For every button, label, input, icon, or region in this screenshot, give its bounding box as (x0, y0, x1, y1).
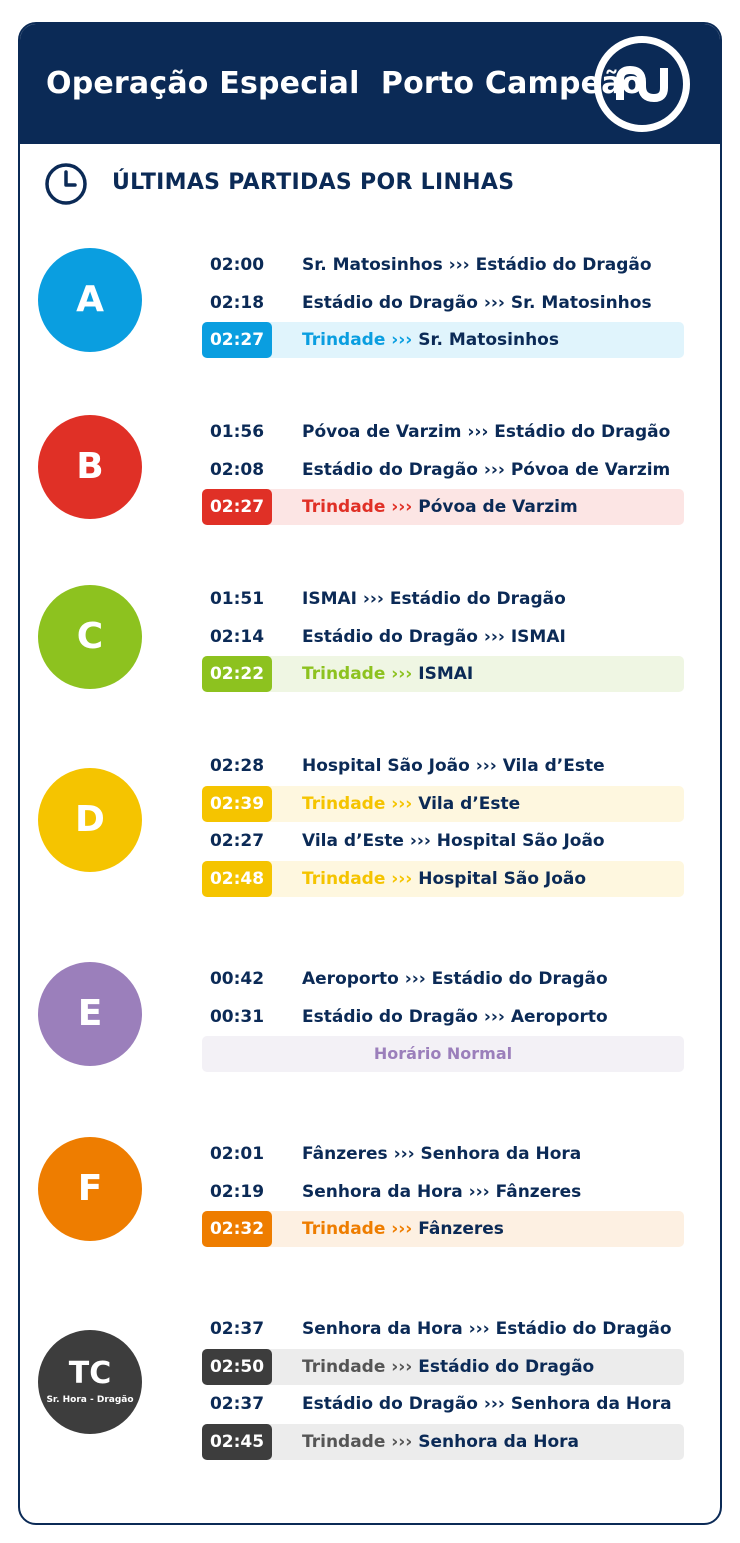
route-destination: Vila d’Este (502, 756, 605, 776)
departure-time: 02:27 (209, 831, 265, 851)
departure-row (202, 414, 684, 450)
departure-time: 02:19 (209, 1181, 265, 1202)
route-origin: Aeroporto ››› (302, 969, 432, 989)
schedule-note-text: Horário Normal (373, 1044, 513, 1063)
departure-row (202, 247, 684, 283)
route-origin: Trindade ››› (302, 1356, 419, 1377)
route-destination: Senhora da Hora (510, 1394, 672, 1414)
departure-row (202, 961, 684, 997)
route-text (302, 581, 566, 617)
route-destination: ISMAI (418, 664, 474, 684)
departure-time: 02:27 (202, 489, 272, 525)
route-destination: Estádio do Dragão (475, 255, 652, 275)
route-text (302, 322, 559, 358)
departure-row (202, 452, 684, 488)
departure-row (202, 1424, 684, 1460)
departure-row (202, 489, 684, 525)
route-origin: Senhora da Hora ››› (302, 1181, 496, 1202)
route-text (302, 619, 566, 655)
departure-row (202, 823, 684, 859)
route-destination: Aeroporto (510, 1006, 608, 1027)
route-text (302, 247, 652, 283)
route-text (302, 1136, 581, 1172)
departure-time: 00:42 (209, 969, 265, 989)
departure-row (202, 619, 684, 655)
route-destination: Estádio do Dragão (495, 1319, 672, 1339)
route-destination: Sr. Matosinhos (418, 330, 559, 350)
route-destination: Hospital São João (436, 831, 605, 851)
line-badge-c (38, 585, 142, 689)
departure-time: 02:18 (209, 292, 265, 313)
departure-time: 02:22 (202, 656, 272, 692)
route-text (302, 1349, 594, 1385)
route-origin: Senhora da Hora ››› (302, 1319, 496, 1339)
route-destination: Hospital São João (418, 868, 587, 889)
route-destination: Póvoa de Varzim (418, 497, 578, 517)
route-destination: Senhora da Hora (418, 1431, 580, 1452)
departure-time: 02:50 (202, 1349, 272, 1385)
departure-row (202, 581, 684, 617)
route-origin: Póvoa de Varzim ››› (302, 422, 495, 442)
departure-time: 02:08 (209, 459, 265, 480)
route-origin: Trindade ››› (302, 793, 419, 814)
route-origin: Estádio do Dragão ››› (302, 626, 511, 647)
departure-row (202, 1311, 684, 1347)
departure-time: 02:00 (209, 255, 265, 275)
route-destination: Vila d’Este (418, 793, 521, 814)
departure-time: 00:31 (209, 1006, 265, 1027)
route-origin: Estádio do Dragão ››› (302, 1394, 511, 1414)
line-badge-f (38, 1137, 142, 1241)
line-badge-label: E (77, 993, 103, 1034)
route-destination: Fânzeres (418, 1219, 504, 1239)
route-origin: Hospital São João ››› (302, 756, 503, 776)
departure-time: 02:32 (202, 1211, 272, 1247)
departure-row (202, 1174, 684, 1210)
route-text (302, 748, 605, 784)
route-text (302, 823, 605, 859)
departure-time: 02:01 (209, 1144, 265, 1164)
route-text (302, 961, 608, 997)
section-heading (44, 162, 684, 206)
header (20, 24, 720, 144)
route-origin: Estádio do Dragão ››› (302, 292, 511, 313)
route-text (302, 1424, 579, 1460)
route-destination: Póvoa de Varzim (510, 459, 671, 480)
departure-time: 02:37 (209, 1319, 265, 1339)
metro-logo-icon (594, 36, 690, 132)
departure-row (202, 999, 684, 1035)
route-origin: Estádio do Dragão ››› (302, 459, 511, 480)
departure-row (202, 1386, 684, 1422)
route-text (302, 285, 652, 321)
clock-icon (44, 162, 88, 206)
departure-time: 02:45 (202, 1424, 272, 1460)
departure-time: 01:56 (209, 422, 265, 442)
line-badge-sublabel: Sr. Hora - Dragão (46, 1395, 134, 1405)
route-origin: Trindade ››› (302, 1431, 419, 1452)
route-text (302, 1174, 581, 1210)
departure-time: 02:28 (209, 756, 265, 776)
line-badge-d (38, 768, 142, 872)
schedule-card (18, 22, 722, 1525)
departure-row (202, 1136, 684, 1172)
departure-time: 01:51 (209, 589, 265, 609)
route-origin: Sr. Matosinhos ››› (302, 255, 476, 275)
route-origin: Trindade ››› (302, 330, 419, 350)
route-text (302, 656, 473, 692)
line-badge-label: C (76, 616, 104, 657)
route-text (302, 1311, 672, 1347)
route-origin: Estádio do Dragão ››› (302, 1006, 511, 1027)
departure-row (202, 1349, 684, 1385)
route-destination: Estádio do Dragão (494, 422, 671, 442)
route-destination: Sr. Matosinhos (510, 292, 652, 313)
line-badge-b (38, 415, 142, 519)
route-origin: Trindade ››› (302, 497, 419, 517)
departure-time: 02:14 (209, 626, 265, 647)
route-destination: Estádio do Dragão (431, 969, 608, 989)
route-destination: Senhora da Hora (420, 1144, 582, 1164)
route-destination: ISMAI (510, 626, 566, 647)
route-destination: Fânzeres (495, 1181, 582, 1202)
route-text (302, 786, 520, 822)
departure-row (202, 656, 684, 692)
route-destination: Estádio do Dragão (418, 1356, 595, 1377)
line-badge-e (38, 962, 142, 1066)
schedule-note (202, 1036, 684, 1072)
line-badge-label: F (77, 1168, 103, 1209)
line-badge-label: A (76, 279, 104, 320)
route-origin: Trindade ››› (302, 664, 419, 684)
departure-row (202, 786, 684, 822)
route-origin: Fânzeres ››› (302, 1144, 421, 1164)
route-text (302, 414, 670, 450)
departure-time: 02:37 (209, 1394, 265, 1414)
route-text (302, 1386, 672, 1422)
section-title: ÚLTIMAS PARTIDAS POR LINHAS (112, 170, 515, 195)
page-title: Operação Especial Porto Campeão (46, 66, 643, 101)
route-text (302, 452, 670, 488)
route-text (302, 1211, 504, 1247)
route-text (302, 489, 578, 525)
departure-row (202, 322, 684, 358)
departure-row (202, 748, 684, 784)
route-text (302, 861, 586, 897)
line-badge-label: D (75, 799, 105, 840)
departure-row (202, 861, 684, 897)
route-text (302, 999, 608, 1035)
departure-time: 02:48 (202, 861, 272, 897)
departure-time: 02:39 (202, 786, 272, 822)
route-origin: Vila d’Este ››› (302, 831, 437, 851)
departure-row (202, 1211, 684, 1247)
line-badge-label: TC (68, 1356, 112, 1391)
route-origin: Trindade ››› (302, 1219, 419, 1239)
route-destination: Estádio do Dragão (389, 589, 566, 609)
departure-row (202, 285, 684, 321)
departure-time: 02:27 (202, 322, 272, 358)
line-badge-a (38, 248, 142, 352)
route-origin: ISMAI ››› (302, 589, 390, 609)
route-origin: Trindade ››› (302, 868, 419, 889)
line-badge-label: B (76, 446, 104, 487)
line-badge-tc (38, 1330, 142, 1434)
